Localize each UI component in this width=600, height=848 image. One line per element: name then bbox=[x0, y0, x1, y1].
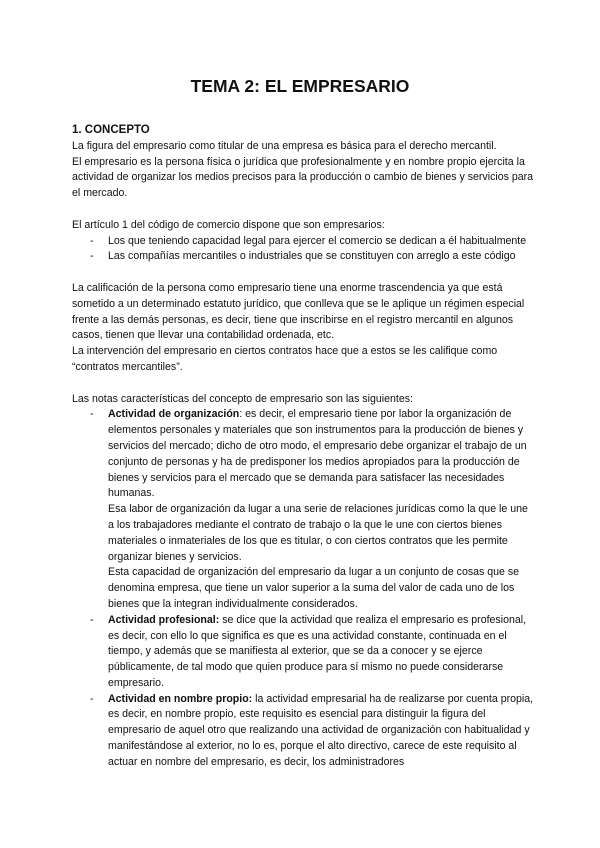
document-content bbox=[72, 123, 534, 771]
characteristics-list bbox=[72, 407, 534, 770]
list-item-label: Actividad de organización bbox=[108, 408, 240, 421]
paragraph: La intervención del empresario en ciertos contratos hace que a estos se les califique como “contratos mercantiles”. bbox=[72, 345, 498, 373]
list-item bbox=[72, 407, 534, 612]
paragraph: El artículo 1 del código de comercio dispone que son empresarios: bbox=[72, 218, 385, 231]
list-dash: - bbox=[90, 250, 94, 263]
list-item-text: Los que teniendo capacidad legal para ejercer el comercio se dedican a él habitualmente bbox=[108, 234, 527, 247]
list-dash: - bbox=[90, 613, 94, 626]
list-item-label: Actividad en nombre propio: bbox=[108, 692, 253, 705]
list-dash: - bbox=[90, 408, 94, 421]
list-item-paragraph: Esa labor de organización da lugar a una serie de relaciones jurídicas como la que le une a los trabajadores mediante el contrato de trabajo o la que le une con ciertos bienes materiales o inmateriales de los que es titular, o con ciertos contratos que les permite organizar bienes y servicios. bbox=[108, 503, 528, 563]
list-item bbox=[72, 692, 534, 771]
paragraph: El empresario es la persona física o jurídica que profesionalmente y en nombre propio ejercita la actividad de organizar los medios precisos para la producción o cambio de bienes y servicios para el mercado. bbox=[72, 155, 534, 200]
page-title: TEMA 2: EL EMPRESARIO bbox=[190, 76, 410, 96]
list-item-label: Actividad profesional: bbox=[108, 613, 220, 626]
list-dash: - bbox=[90, 234, 94, 247]
list-item-text: se dice que la actividad que realiza el empresario es profesional, es decir, con ello lo que significa es que es una actividad constante, continuada en el tiempo, y además que se manifiesta al exterior, que se da a conocer y se ejerce públicamente, de tal modo que quien produce para sí mismo no puede considerarse empresario. bbox=[108, 613, 527, 689]
list-item-text: : es decir, el empresario tiene por labor la organización de elementos personales y materiales que son instrumentos para la producción de bienes y servicios del mercado; dicho de otro modo, el empresario debe organizar el trabajo de un conjunto de personas y ha de predisponer los medios apropiados para la producción de bienes y servicios para el mercado que se demanda para satisfacer las necesidades humanas. bbox=[108, 408, 527, 500]
list-item bbox=[72, 613, 534, 692]
section-heading: 1. CONCEPTO bbox=[72, 124, 150, 136]
list-item-paragraph: Esta capacidad de organización del empresario da lugar a un conjunto de cosas que se denomina empresa, que tiene un valor superior a la suma del valor de cada uno de los bienes que la integran individualmente considerados. bbox=[108, 566, 520, 610]
list-item-text: la actividad empresarial ha de realizarse por cuenta propia, es decir, en nombre propio, este requisito es esencial para distinguir la figura del empresario de aquel otro que realizando una actividad de organización con habitualidad y manifestándose al exterior, no lo es, porque el alto directivo, carece de este requisito al actuar en nombre del empresario, es decir, los administradores bbox=[108, 692, 534, 768]
list-dash: - bbox=[90, 692, 94, 705]
empresarios-list bbox=[72, 234, 534, 266]
paragraph: Las notas características del concepto de empresario son las siguientes: bbox=[72, 392, 413, 405]
list-item bbox=[72, 234, 534, 250]
list-item bbox=[72, 249, 534, 265]
paragraph: La calificación de la persona como empresario tiene una enorme trascendencia ya que está sometido a un determinado estatuto jurídico, que conlleva que se le aplique un régimen especial frente a las demás personas, es decir, tiene que inscribirse en el registro mercantil en algunos casos, tienen que llevar una contabilidad ordenada, etc. bbox=[72, 281, 525, 342]
paragraph: La figura del empresario como titular de una empresa es básica para el derecho mercantil. bbox=[72, 139, 497, 152]
list-item-text: Las compañías mercantiles o industriales que se constituyen con arreglo a este código bbox=[108, 250, 516, 263]
